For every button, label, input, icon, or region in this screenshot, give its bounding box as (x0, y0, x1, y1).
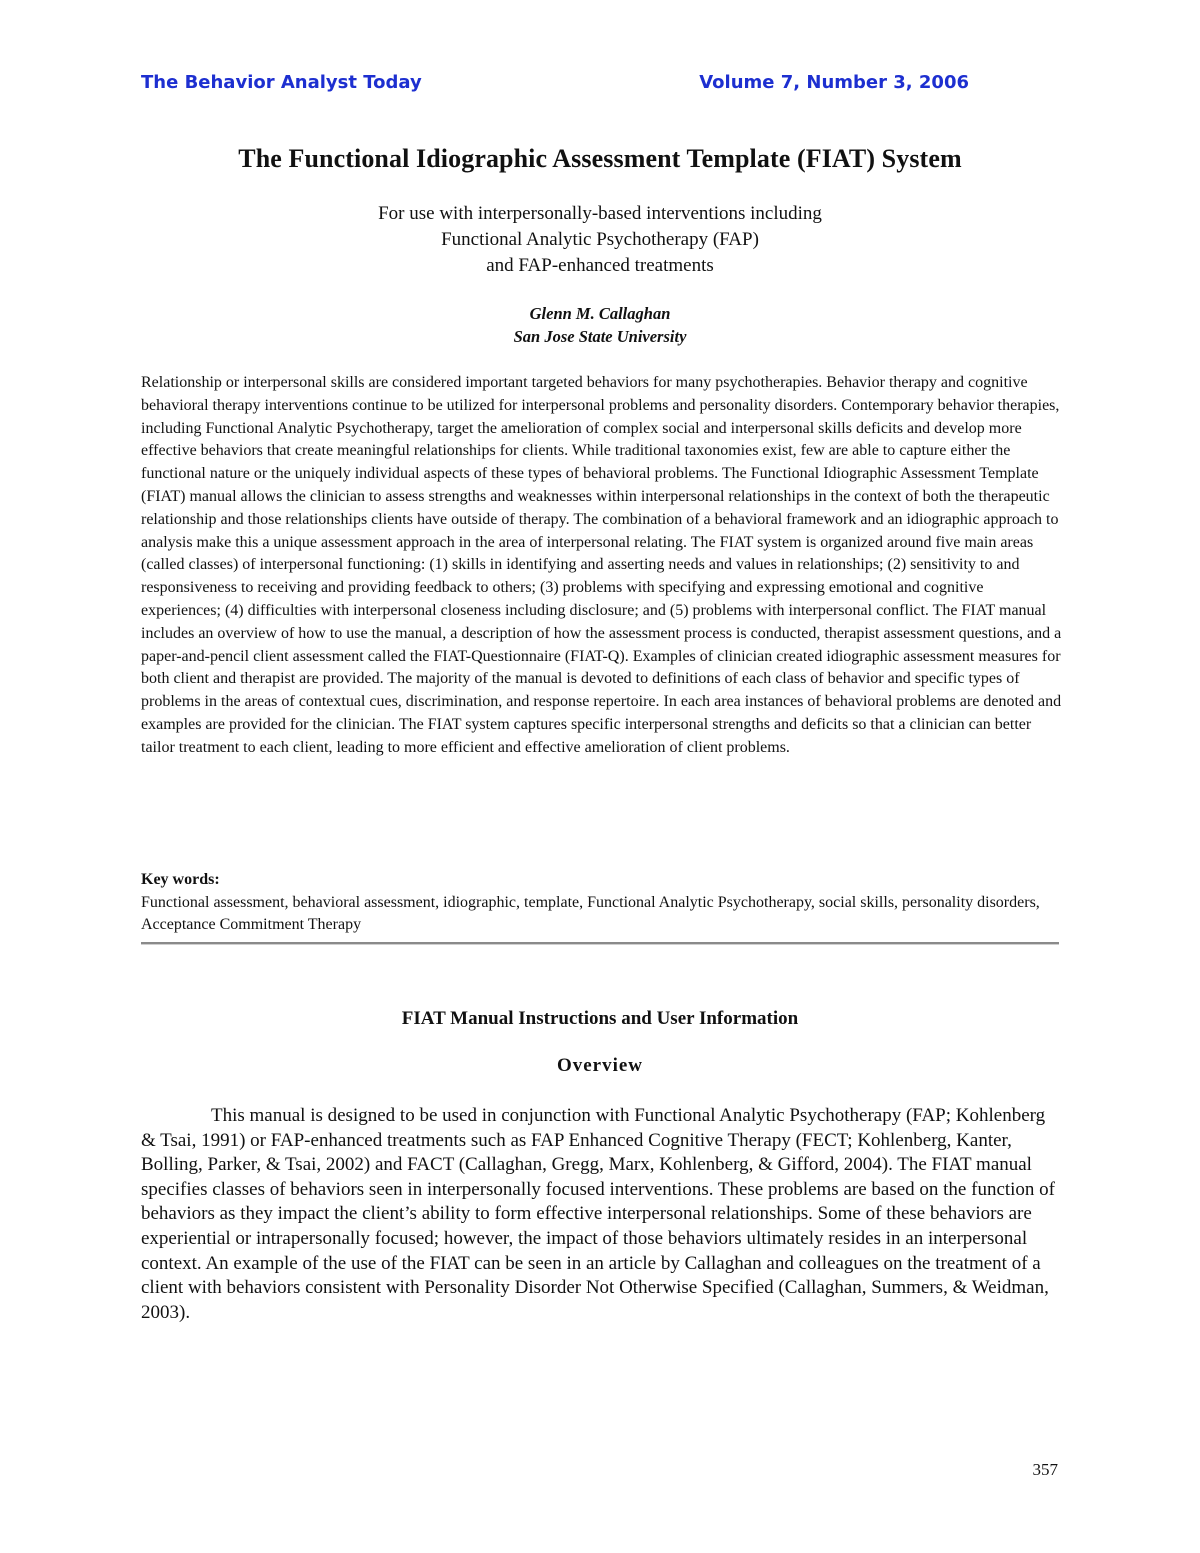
section-title: FIAT Manual Instructions and User Information (401, 1008, 799, 1029)
subtitle-line: For use with interpersonally-based interventions including (378, 203, 822, 224)
running-head (141, 72, 969, 96)
author-name: Glenn M. Callaghan (529, 304, 671, 323)
abstract: Relationship or interpersonal skills are considered important targeted behaviors for many psychotherapies. Behavior therapy and cognitive behavioral therapy interventions continue to be utilized for interpersonal problems and personality disorders. Contemporary behavior therapies, including Functional Analytic Psychotherapy, target the amelioration of complex social and interpersonal skills deficits and develop more effective behaviors that create meaningful relationships for clients. While traditional taxonomies exist, few are able to capture either the functional nature or the uniquely individual aspects of these types of behavioral problems. The Functional Idiographic Assessment Template (FIAT) manual allows the clinician to assess strengths and weaknesses within interpersonal relationships in the context of both the therapeutic relationship and those relationships clients have outside of therapy. The combination of a behavioral framework and an idiographic approach to analysis make this a unique assessment approach in the area of interpersonal relating. The FIAT system is organized around five main areas (called classes) of interpersonal functioning: (1) skills in identifying and asserting needs and values in relationships; (2) sensitivity to and responsiveness to receiving and providing feedback to others; (3) problems with specifying and expressing emotional and cognitive experiences; (4) difficulties with interpersonal closeness including disclosure; and (5) problems with interpersonal conflict. The FIAT manual includes an overview of how to use the manual, a description of how the assessment process is conducted, therapist assessment questions, and a paper-and-pencil client assessment called the FIAT-Questionnaire (FIAT-Q). Examples of clinician created idiographic assessment measures for both client and therapist are provided. The majority of the manual is devoted to definitions of each class of behavior and specific types of problems in the areas of contextual cues, discrimination, and response repertoire. In each area instances of behavioral problems are denoted and examples are provided for the clinician. The FIAT system captures specific interpersonal strengths and deficits so that a clinician can better tailor treatment to each client, leading to more efficient and effective amelioration of client problems. (141, 374, 1062, 756)
section-subtitle: Overview (556, 1055, 644, 1076)
journal-name: The Behavior Analyst Today (141, 72, 422, 93)
horizontal-divider (141, 942, 1059, 945)
author-block (300, 302, 900, 348)
author-affiliation: San Jose State University (513, 327, 687, 346)
paper-title: The Functional Idiographic Assessment Template (FIAT) System (238, 144, 962, 173)
volume-info: Volume 7, Number 3, 2006 (699, 72, 969, 93)
body-paragraph: This manual is designed to be used in conjunction with Functional Analytic Psychotherapy (FAP; Kohlenberg & Tsai, 1991) or FAP-enhanced treatments such as FAP Enhanced Cognitive Therapy (FECT; Kohlenberg, Kanter, Bolling, Parker, & Tsai, 2002) and FACT (Callaghan, Gregg, Marx, Kohlenberg, & Gifford, 2004). The FIAT manual specifies classes of behaviors seen in interpersonally focused interventions. These problems are based on the function of behaviors as they impact the client’s ability to form effective interpersonal relationships. Some of these behaviors are experiential or intrapersonally focused; however, the impact of those behaviors ultimately resides in an interpersonal context. An example of the use of the FIAT can be seen in an article by Callaghan and colleagues on the treatment of a client with behaviors consistent with Personality Disorder Not Otherwise Specified (Callaghan, Summers, & Weidman, 2003). (141, 1105, 1056, 1323)
page-number: 357 (1032, 1460, 1058, 1479)
keywords-label: Key words: (141, 871, 220, 888)
keywords-text: Functional assessment, behavioral assessment, idiographic, template, Functional Analytic Psychotherapy, social skills, personality disorders, Acceptance Commitment Therapy (141, 893, 1040, 933)
keywords-block (141, 869, 1063, 937)
subtitle-line: Functional Analytic Psychotherapy (FAP) (441, 229, 759, 250)
subtitle-line: and FAP-enhanced treatments (486, 255, 714, 276)
paper-subtitle (200, 201, 1000, 279)
